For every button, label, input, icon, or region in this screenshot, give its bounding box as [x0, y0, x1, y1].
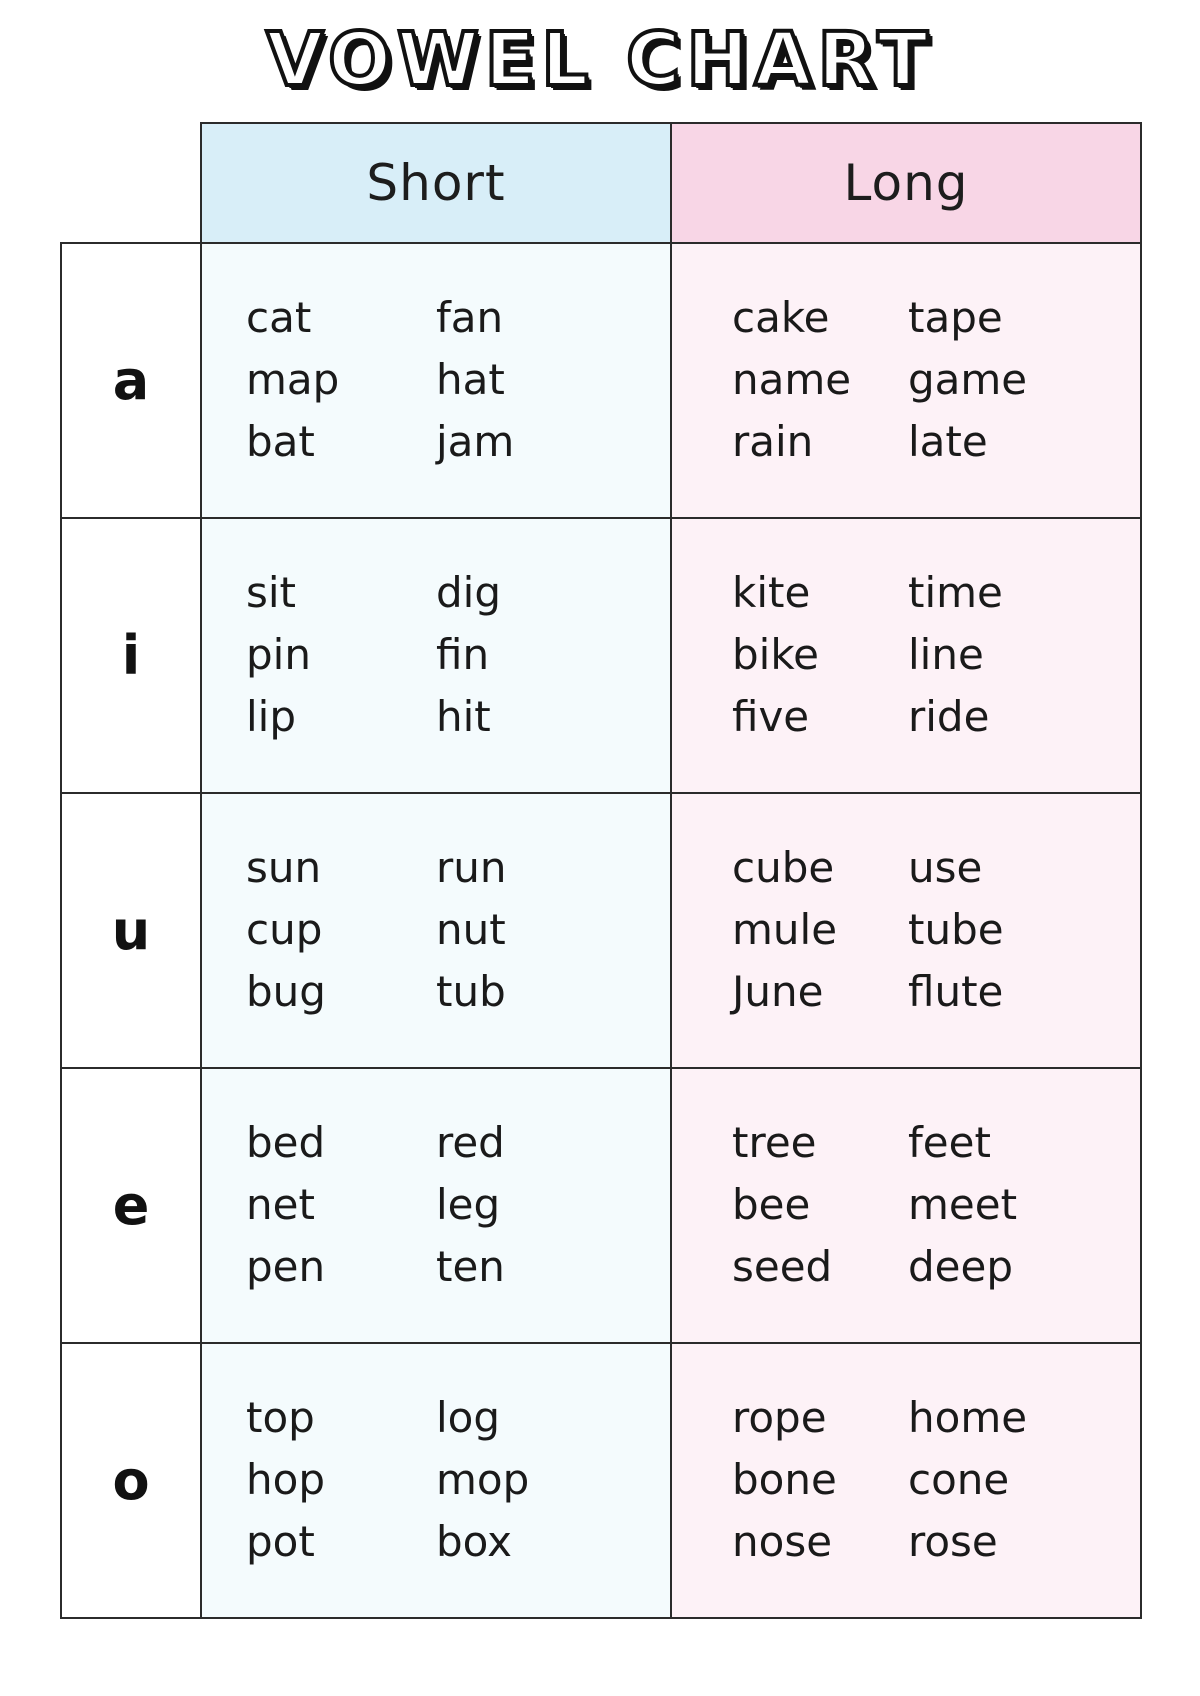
word-grid	[672, 1394, 1140, 1567]
word: time	[908, 567, 1003, 617]
short-words-cell	[201, 793, 671, 1068]
word: kite	[732, 567, 811, 617]
word: pot	[246, 1517, 315, 1567]
word: late	[908, 417, 988, 467]
long-words-cell	[671, 793, 1141, 1068]
long-words-cell	[671, 518, 1141, 793]
word: map	[246, 355, 340, 405]
table-row	[61, 243, 1141, 518]
word: cat	[246, 292, 312, 342]
word: name	[732, 355, 852, 405]
word: tub	[436, 967, 506, 1017]
word: fan	[436, 292, 504, 342]
word: lip	[246, 692, 296, 742]
word: net	[246, 1180, 315, 1230]
word: five	[732, 692, 810, 742]
vowel-letter: e	[61, 1068, 201, 1343]
word: bug	[246, 967, 326, 1017]
column-header-short: Short	[201, 123, 671, 243]
word: cake	[732, 292, 830, 342]
word: nut	[436, 905, 506, 955]
word: log	[436, 1392, 501, 1442]
word: rope	[732, 1392, 827, 1442]
chart-container	[60, 122, 1140, 1619]
word: mule	[732, 905, 838, 955]
word: hit	[436, 692, 491, 742]
word: feet	[908, 1117, 991, 1167]
short-words-cell	[201, 243, 671, 518]
word: bike	[732, 630, 819, 680]
word: top	[246, 1392, 315, 1442]
vowel-letter: o	[61, 1343, 201, 1618]
long-words-cell	[671, 1343, 1141, 1618]
vowel-letter: u	[61, 793, 201, 1068]
column-header-long: Long	[671, 123, 1141, 243]
word: sit	[246, 567, 297, 617]
table-row	[61, 1068, 1141, 1343]
word: nose	[732, 1517, 833, 1567]
word: bee	[732, 1180, 811, 1230]
word: cup	[246, 905, 323, 955]
word: cube	[732, 842, 835, 892]
word: cone	[908, 1455, 1010, 1505]
vowel-letter: a	[61, 243, 201, 518]
word: flute	[908, 967, 1004, 1017]
word: jam	[436, 417, 515, 467]
word: dig	[436, 567, 501, 617]
word: line	[908, 630, 984, 680]
word: mop	[436, 1455, 530, 1505]
word: leg	[436, 1180, 501, 1230]
corner-cell	[61, 123, 201, 243]
table-row	[61, 1343, 1141, 1618]
short-words-cell	[201, 1068, 671, 1343]
table-row	[61, 518, 1141, 793]
page-title: VOWEL CHART	[266, 17, 934, 103]
vowel-letter: i	[61, 518, 201, 793]
word-grid	[672, 294, 1140, 467]
word: fin	[436, 630, 490, 680]
word: tube	[908, 905, 1004, 955]
long-words-cell	[671, 243, 1141, 518]
word: sun	[246, 842, 322, 892]
word: run	[436, 842, 507, 892]
word-grid	[202, 569, 670, 742]
word-grid	[202, 294, 670, 467]
header-row	[61, 123, 1141, 243]
word: bed	[246, 1117, 326, 1167]
word: home	[908, 1392, 1028, 1442]
word: use	[908, 842, 983, 892]
word: rose	[908, 1517, 998, 1567]
word: deep	[908, 1242, 1013, 1292]
word: rain	[732, 417, 814, 467]
word-grid	[202, 1119, 670, 1292]
word: seed	[732, 1242, 833, 1292]
word: tree	[732, 1117, 817, 1167]
word: tape	[908, 292, 1003, 342]
word: red	[436, 1117, 505, 1167]
word: ride	[908, 692, 990, 742]
table-header	[61, 123, 1141, 243]
short-words-cell	[201, 518, 671, 793]
word: bat	[246, 417, 315, 467]
long-words-cell	[671, 1068, 1141, 1343]
word-grid	[672, 569, 1140, 742]
word: hat	[436, 355, 505, 405]
word: pin	[246, 630, 311, 680]
word: ten	[436, 1242, 505, 1292]
table-row	[61, 793, 1141, 1068]
vowel-chart-table	[60, 122, 1142, 1619]
word: pen	[246, 1242, 326, 1292]
word-grid	[672, 844, 1140, 1017]
word: game	[908, 355, 1028, 405]
short-words-cell	[201, 1343, 671, 1618]
word: bone	[732, 1455, 837, 1505]
word-grid	[672, 1119, 1140, 1292]
word-grid	[202, 1394, 670, 1567]
word: box	[436, 1517, 512, 1567]
word: meet	[908, 1180, 1018, 1230]
word-grid	[202, 844, 670, 1017]
word: hop	[246, 1455, 325, 1505]
word: June	[732, 967, 824, 1017]
table-body	[61, 243, 1141, 1618]
